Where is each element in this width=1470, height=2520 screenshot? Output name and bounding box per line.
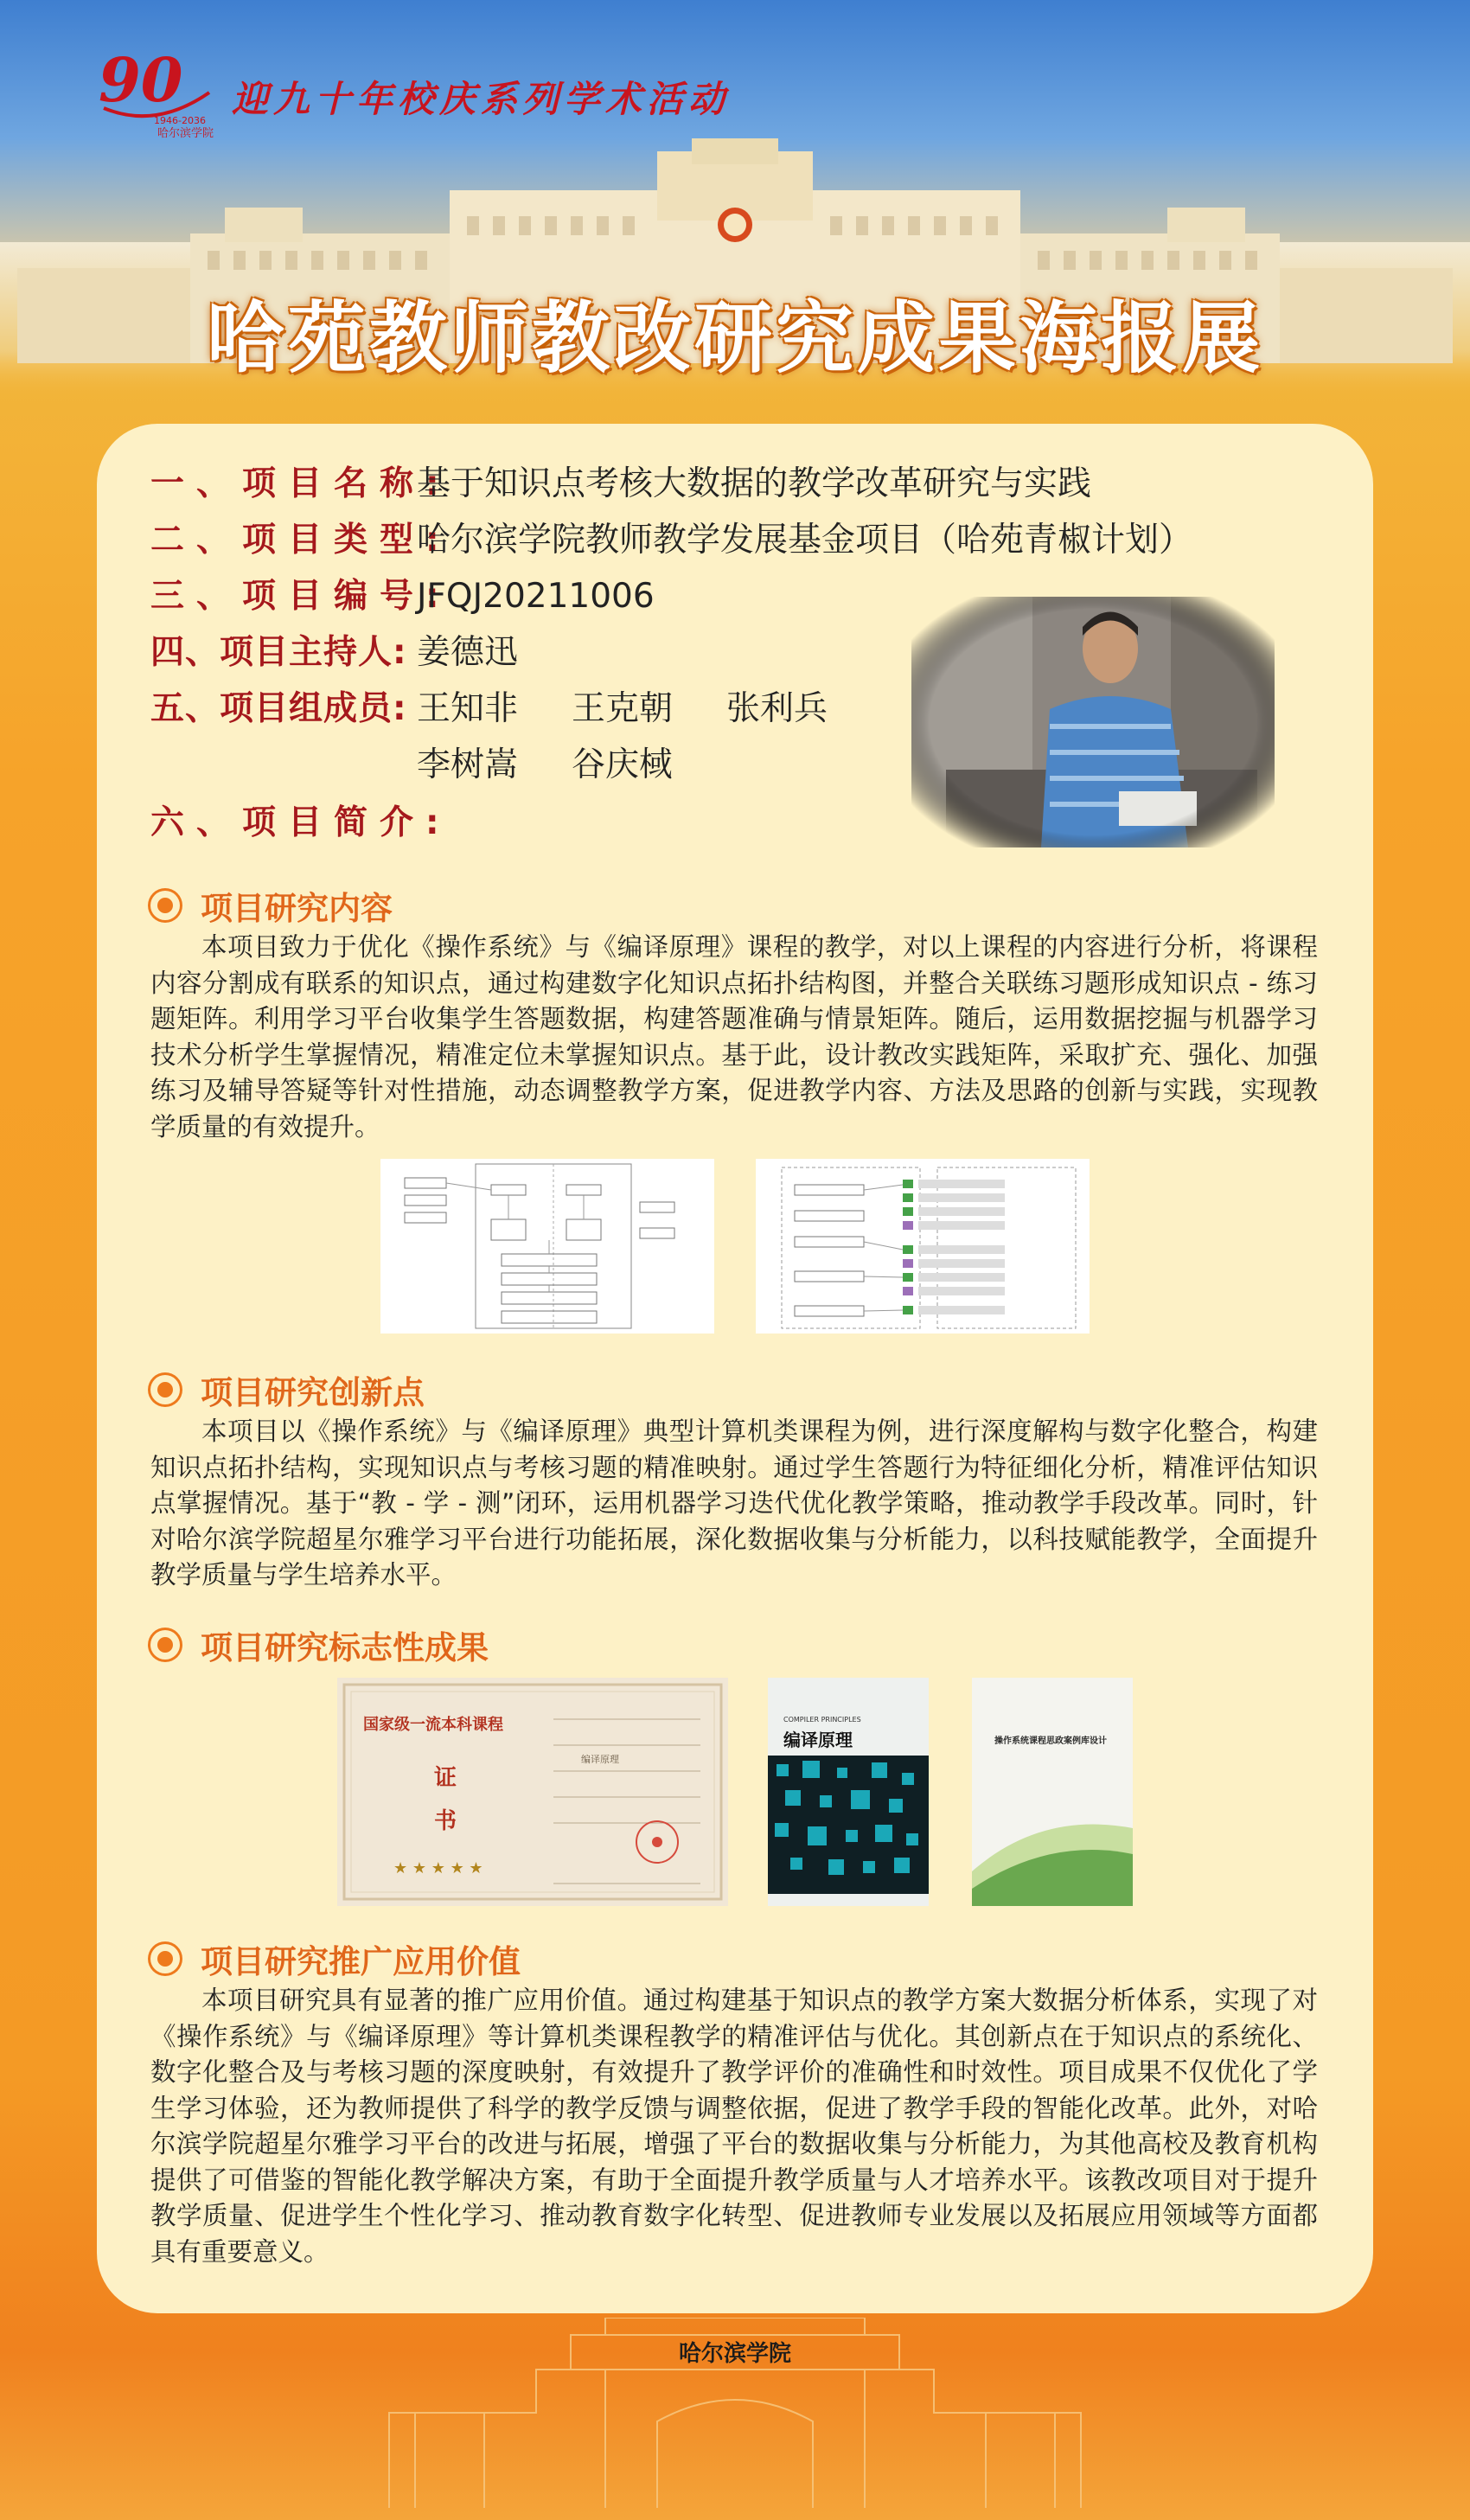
- member-name: 王克朝: [572, 689, 674, 728]
- project-type-label: 二、项目类型:: [150, 521, 451, 560]
- flowchart-figure-1: [380, 1159, 714, 1334]
- certificate-stars: ★ ★ ★ ★ ★: [393, 1859, 483, 1877]
- section-achievement-heading: 项目研究标志性成果: [150, 1621, 489, 1668]
- certificate-word-1: 证: [434, 1765, 457, 1791]
- project-leader-row: [150, 625, 518, 674]
- project-number-row: [150, 569, 655, 617]
- section-research-content-heading: 项目研究内容: [150, 882, 393, 929]
- logo-school: 哈尔滨学院: [157, 127, 214, 140]
- certificate-course-name: 编译原理: [581, 1754, 619, 1765]
- bullet-icon: [150, 1375, 180, 1404]
- project-name-value: 基于知识点考核大数据的教学改革研究与实践: [417, 464, 1092, 503]
- application-value-text: 本项目研究具有显著的推广应用价值。通过构建基于知识点的教学方案大数据分析体系，实现了对《操作系统》与《编译原理》等计算机类课程教学的精准评估与优化。其创新点在于知识点的系统化、数字化整合及与考核习题的深度映射，有效提升了教学评价的准确性和时效性。项目成果不仅优化了学生学习体验，还为教师提供了科学的教学反馈与调整依据，促进了教学手段的智能化改革。此外，对哈尔滨学院超星尔雅学习平台的改进与拓展，增强了平台的数据收集与分析能力，为其他高校及教育机构提供了可借鉴的智能化教学解决方案，有助于全面提升教学质量与人才培养水平。该教改项目对于提升教学质量、促进学生个性化学习、推动教育数字化转型、促进教师专业发展以及拓展应用领域等方面都具有重要意义。: [150, 1986, 1318, 2267]
- project-name-row: [150, 457, 1091, 505]
- project-intro-label: 六、项目简介:: [150, 803, 451, 842]
- anniversary-logo: [95, 48, 216, 143]
- bullet-icon: [150, 1630, 180, 1660]
- project-number-label: 三、项目编号:: [150, 577, 451, 616]
- bullet-icon: [150, 891, 180, 920]
- book-os-course-cover: [972, 1678, 1133, 1906]
- flowchart-figure-2: [756, 1159, 1090, 1334]
- research-content-text: 本项目致力于优化《操作系统》与《编译原理》课程的教学，对以上课程的内容进行分析，将课程内容分割成有联系的知识点，通过构建数字化知识点拓扑结构图，并整合关联练习题形成知识点 - 练习题矩阵。利用学习平台收集学生答题数据，构建答题准确与情景矩阵。随后，运用数据挖掘与机器学习技术分析学生掌握情况，精准定位未掌握知识点。基于此，设计教改实践矩阵，采取扩充、强化、加强练习及辅导答疑等针对性措施，动态调整教学方案，促进教学内容、方法及思路的创新与实践，实现教学质量的有效提升。: [150, 932, 1318, 1142]
- member-name: 张利兵: [726, 689, 828, 728]
- book1-title: 编译原理: [783, 1730, 853, 1750]
- project-number-value: JFQJ20211006: [417, 577, 655, 616]
- certificate-word-2: 书: [434, 1808, 457, 1834]
- members-line-2: [417, 738, 726, 786]
- book2-title: 操作系统课程思政案例库设计: [994, 1736, 1107, 1746]
- course-certificate-image: [337, 1678, 728, 1906]
- leader-photo: [911, 597, 1275, 847]
- certificate-heading: 国家级一流本科课程: [363, 1716, 503, 1734]
- project-name-label: 一、项目名称:: [150, 464, 451, 503]
- section-innovation-heading: 项目研究创新点: [150, 1366, 425, 1413]
- member-name: 李树嵩: [417, 745, 519, 784]
- innovation-text: 本项目以《操作系统》与《编译原理》典型计算机类课程为例，进行深度解构与数字化整合，构建知识点拓扑结构，实现知识点与考核习题的精准映射。通过学生答题行为特征细化分析，精准评估知识点掌握情况。基于“教 - 学 - 测”闭环，运用机器学习迭代优化教学策略，推动教学手段改革。同时，针对哈尔滨学院超星尔雅学习平台进行功能拓展，深化数据收集与分析能力，以科技赋能教学，全面提升教学质量与学生培养水平。: [150, 1417, 1318, 1589]
- member-name: 王知非: [417, 689, 519, 728]
- project-intro-row: [150, 796, 451, 844]
- project-leader-value: 姜德迅: [417, 633, 519, 672]
- logo-years: 1946-2036: [154, 115, 206, 126]
- book1-subtitle: COMPILER PRINCIPLES: [783, 1716, 861, 1724]
- school-gate-outline: [0, 2318, 1470, 2520]
- project-members-row: [150, 681, 881, 730]
- members-line-1: [417, 681, 881, 730]
- book-compiler-principles-cover: [768, 1678, 929, 1906]
- section-application-value-heading: 项目研究推广应用价值: [150, 1935, 521, 1982]
- project-leader-label: 四、项目主持人:: [150, 633, 407, 672]
- page-title: 哈苑教师教改研究成果海报展: [207, 293, 1263, 384]
- footer-school-name: 哈尔滨学院: [678, 2341, 792, 2367]
- content-card: [97, 424, 1373, 2313]
- logo-number: 90: [99, 48, 183, 116]
- member-name: 谷庆棫: [572, 745, 674, 784]
- project-type-value: 哈尔滨学院教师教学发展基金项目（哈苑青椒计划）: [417, 521, 1193, 560]
- anniversary-text: 迎九十年校庆系列学术活动: [232, 78, 731, 120]
- bullet-icon: [150, 1944, 180, 1973]
- project-members-label: 五、项目组成员:: [150, 689, 407, 728]
- project-type-row: [150, 513, 1192, 561]
